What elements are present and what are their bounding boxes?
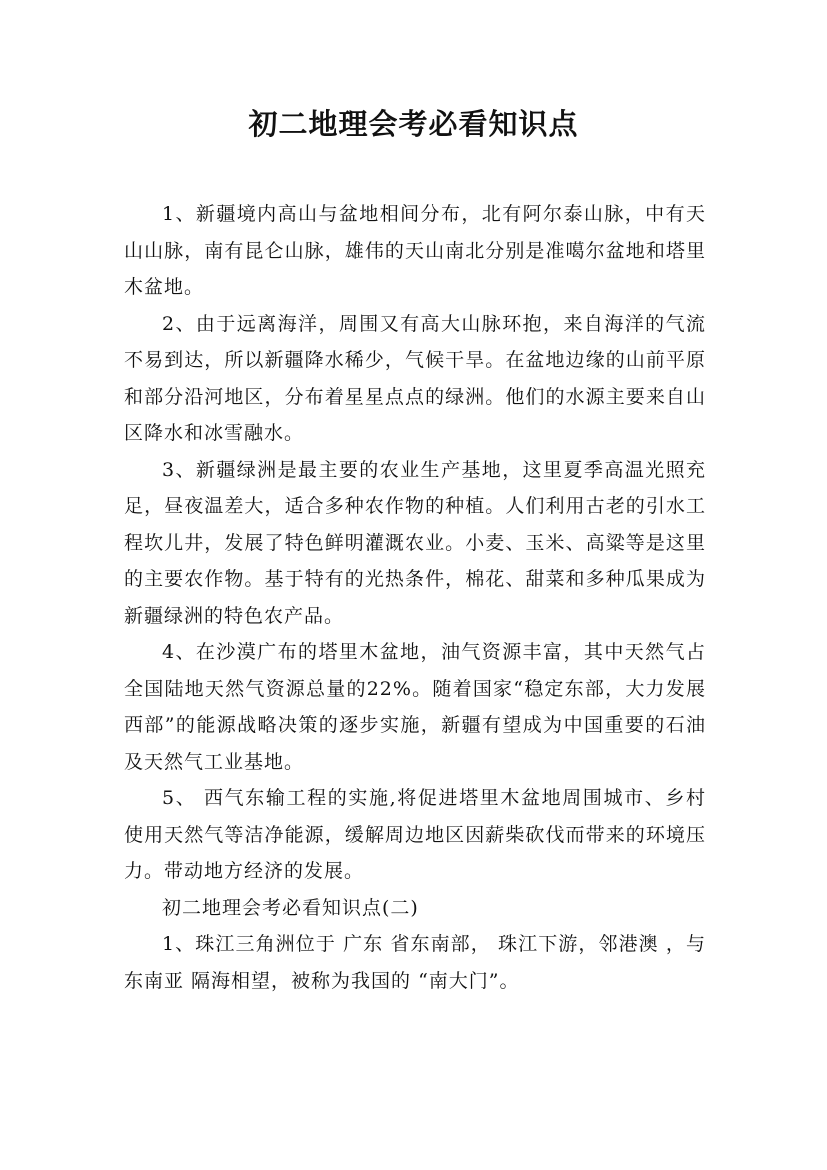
paragraph-3: 3、新疆绿洲是最主要的农业生产基地，这里夏季高温光照充足，昼夜温差大，适合多种农作物的种植。人们利用古老的引水工程坎儿井，发展了特色鲜明灌溉农业。小麦、玉米、高粱等是这里的主要农作物。基于特有的光热条件，棉花、甜菜和多种瓜果成为新疆绿洲的特色农产品。 bbox=[124, 458, 706, 627]
paragraph-6: 1、珠江三角洲位于 广东 省东南部， 珠江下游，邻港澳 ，与 东南亚 隔海相望，被称为我国的 “南大门”。 bbox=[124, 933, 706, 992]
paragraph-2: 2、由于远离海洋，周围又有高大山脉环抱，来自海洋的气流不易到达，所以新疆降水稀少，气候干旱。在盆地边缘的山前平原和部分沿河地区，分布着星星点点的绿洲。他们的水源主要来自山区降水和冰雪融水。 bbox=[124, 312, 706, 444]
document-title: 初二地理会考必看知识点 bbox=[248, 107, 579, 141]
document-body bbox=[124, 196, 706, 999]
paragraph-4: 4、在沙漠广布的塔里木盆地，油气资源丰富，其中天然气占全国陆地天然气资源总量的22%。随着国家“稳定东部，大力发展西部”的能源战略决策的逐步实施，新疆有望成为中国重要的石油及天然气工业基地。 bbox=[124, 641, 706, 773]
paragraph-5: 5、 西气东输工程的实施,将促进塔里木盆地周围城市、乡村使用天然气等洁净能源，缓解周边地区因薪柴砍伐而带来的环境压力。带动地方经济的发展。 bbox=[124, 787, 706, 882]
paragraph-1: 1、新疆境内高山与盆地相间分布，北有阿尔泰山脉，中有天山山脉，南有昆仑山脉，雄伟的天山南北分别是准噶尔盆地和塔里木盆地。 bbox=[124, 203, 706, 298]
section-heading: 初二地理会考必看知识点(二) bbox=[162, 896, 419, 919]
